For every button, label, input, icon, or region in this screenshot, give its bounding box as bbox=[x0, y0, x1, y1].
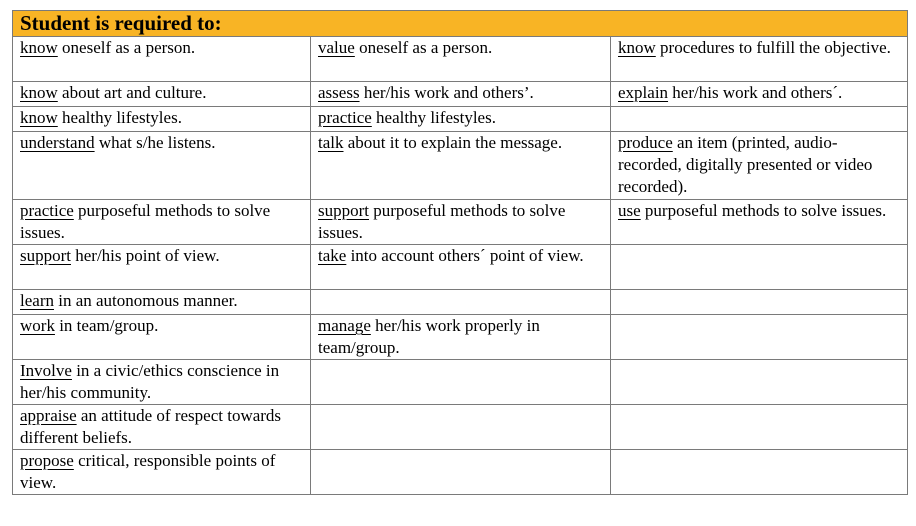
table-cell bbox=[311, 405, 611, 450]
cell-text: oneself as a person. bbox=[354, 38, 493, 57]
cell-text: an attitude of respect towards different beliefs. bbox=[20, 406, 282, 447]
table-header: Student is required to: bbox=[13, 11, 908, 37]
table-row bbox=[13, 450, 908, 495]
table-cell bbox=[611, 450, 908, 495]
action-verb: produce bbox=[618, 133, 673, 152]
table-cell bbox=[611, 82, 908, 107]
table-row bbox=[13, 245, 908, 290]
table-cell bbox=[611, 37, 908, 82]
table-cell bbox=[311, 132, 611, 200]
table-cell bbox=[611, 200, 908, 245]
table-cell bbox=[611, 107, 908, 132]
action-verb: practice bbox=[20, 201, 74, 220]
table-row bbox=[13, 37, 908, 82]
cell-text: into account others´ point of view. bbox=[346, 246, 584, 265]
table-cell bbox=[13, 450, 311, 495]
table-cell bbox=[611, 290, 908, 315]
action-verb: Involve bbox=[20, 361, 72, 380]
action-verb: take bbox=[318, 246, 347, 265]
cell-text: healthy lifestyles. bbox=[57, 108, 182, 127]
table-row bbox=[13, 360, 908, 405]
action-verb: work bbox=[20, 316, 55, 335]
table-row bbox=[13, 107, 908, 132]
cell-text: purposeful methods to solve issues. bbox=[640, 201, 887, 220]
action-verb: assess bbox=[318, 83, 360, 102]
action-verb: support bbox=[318, 201, 369, 220]
table-cell bbox=[13, 245, 311, 290]
cell-text: healthy lifestyles. bbox=[371, 108, 496, 127]
cell-text: procedures to fulfill the objective. bbox=[655, 38, 891, 57]
action-verb: know bbox=[618, 38, 656, 57]
table-cell bbox=[13, 315, 311, 360]
table-cell bbox=[311, 315, 611, 360]
cell-text: critical, responsible points of view. bbox=[20, 451, 276, 492]
cell-text: an item (printed, audio-recorded, digitally presented or video recorded). bbox=[618, 133, 873, 196]
table-cell bbox=[13, 200, 311, 245]
action-verb: understand bbox=[20, 133, 95, 152]
action-verb: manage bbox=[318, 316, 371, 335]
cell-text: in team/group. bbox=[54, 316, 159, 335]
cell-text: purposeful methods to solve issues. bbox=[318, 201, 566, 242]
table-row bbox=[13, 405, 908, 450]
table-header-row bbox=[13, 11, 908, 37]
action-verb: value bbox=[318, 38, 355, 57]
table-row bbox=[13, 82, 908, 107]
table-cell bbox=[611, 405, 908, 450]
table-cell bbox=[611, 245, 908, 290]
requirements-table bbox=[12, 10, 908, 495]
table-cell bbox=[311, 107, 611, 132]
requirements-document bbox=[12, 10, 907, 495]
table-cell bbox=[311, 37, 611, 82]
table-row bbox=[13, 290, 908, 315]
table-cell bbox=[311, 82, 611, 107]
cell-text: her/his work and others’. bbox=[359, 83, 534, 102]
table-cell bbox=[311, 290, 611, 315]
action-verb: propose bbox=[20, 451, 74, 470]
table-cell bbox=[13, 405, 311, 450]
cell-text: her/his work properly in team/group. bbox=[318, 316, 540, 357]
action-verb: use bbox=[618, 201, 641, 220]
action-verb: explain bbox=[618, 83, 669, 102]
cell-text: about art and culture. bbox=[57, 83, 207, 102]
action-verb: appraise bbox=[20, 406, 77, 425]
table-cell bbox=[13, 360, 311, 405]
cell-text: what s/he listens. bbox=[94, 133, 216, 152]
action-verb: know bbox=[20, 108, 58, 127]
table-cell bbox=[311, 450, 611, 495]
table-cell bbox=[311, 200, 611, 245]
cell-text: purposeful methods to solve issues. bbox=[20, 201, 271, 242]
table-row bbox=[13, 315, 908, 360]
action-verb: know bbox=[20, 83, 58, 102]
table-cell bbox=[611, 360, 908, 405]
action-verb: support bbox=[20, 246, 71, 265]
action-verb: talk bbox=[318, 133, 344, 152]
table-cell bbox=[311, 360, 611, 405]
table-row bbox=[13, 200, 908, 245]
table-cell bbox=[13, 132, 311, 200]
cell-text: oneself as a person. bbox=[57, 38, 196, 57]
cell-text: about it to explain the message. bbox=[343, 133, 563, 152]
cell-text: in an autonomous manner. bbox=[53, 291, 238, 310]
table-cell bbox=[13, 107, 311, 132]
table-cell bbox=[13, 37, 311, 82]
table-cell bbox=[611, 315, 908, 360]
cell-text: her/his point of view. bbox=[71, 246, 220, 265]
table-cell bbox=[611, 132, 908, 200]
table-cell bbox=[311, 245, 611, 290]
table-cell bbox=[13, 290, 311, 315]
action-verb: learn bbox=[20, 291, 54, 310]
cell-text: in a civic/ethics conscience in her/his community. bbox=[20, 361, 280, 402]
action-verb: practice bbox=[318, 108, 372, 127]
table-row bbox=[13, 132, 908, 200]
cell-text: her/his work and others´. bbox=[668, 83, 843, 102]
action-verb: know bbox=[20, 38, 58, 57]
table-cell bbox=[13, 82, 311, 107]
